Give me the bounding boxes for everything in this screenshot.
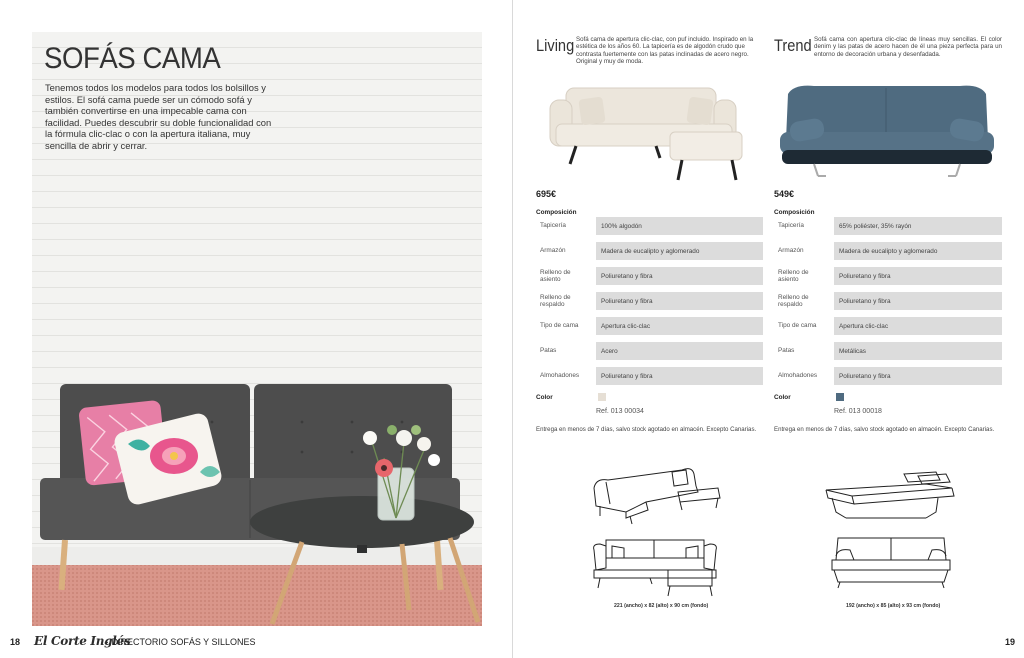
trend-bed-drawing (818, 466, 958, 526)
brand-logo: El Corte Inglés (34, 634, 131, 648)
footer-directory-label: · DIRECTORIO SOFÁS Y SILLONES (106, 637, 256, 647)
spec-value: Madera de eucalipto y aglomerado (596, 242, 763, 260)
living-sofa-image (536, 80, 746, 184)
page-number-left: 18 (10, 637, 21, 647)
color-swatch (598, 393, 606, 401)
model-description: Sofá cama de apertura clic-clac, con puf incluido. Inspirado en la estética de los años 60. La tapicería es de algodón crudo que contrasta fuertemente con las patas inclinadas de acero negro. Original y muy de moda. (576, 36, 754, 66)
product-ref: Ref. 013 00034 (596, 408, 644, 415)
page-spine (512, 0, 513, 658)
spec-value: Acero (596, 342, 763, 360)
spec-value: Apertura clic-clac (596, 317, 763, 335)
spec-label: Tipo de cama (778, 322, 817, 330)
spec-label: Relleno de respaldo (778, 293, 809, 308)
spec-value: Poliuretano y fibra (834, 292, 1002, 310)
coffee-table-top (250, 496, 474, 548)
model-name: Trend (774, 36, 812, 55)
spec-value: Apertura clic-clac (834, 317, 1002, 335)
spec-row (774, 292, 1004, 317)
spec-label: Relleno de respaldo (540, 293, 571, 308)
spec-value: 100% algodón (596, 217, 763, 235)
living-room-photo (32, 32, 482, 626)
price: 695€ (536, 189, 557, 199)
color-label: Color (536, 394, 553, 401)
spec-row (774, 242, 1004, 267)
model-name: Living (536, 36, 575, 55)
spec-label: Almohadones (778, 372, 818, 380)
living-open-drawing (586, 462, 726, 530)
spec-row (536, 217, 766, 242)
spec-value: Poliuretano y fibra (834, 267, 1002, 285)
spec-value: Poliuretano y fibra (596, 292, 763, 310)
spec-value: Poliuretano y fibra (596, 267, 763, 285)
spec-row (536, 292, 766, 317)
composition-label: Composición (774, 209, 815, 216)
spec-row (774, 342, 1004, 367)
intro-paragraph: Tenemos todos los modelos para todos los bolsillos y estilos. El sofá cama puede ser un cómodo sofá y también convertirse en una impecable cama con facilidad. Puedes descubrir su doble funcionalidad con la fórmula clic-clac o con la apertura italiana, muy sencilla de abrir y cerrar. (45, 82, 272, 151)
model-description: Sofá cama con apertura clic-clac de líneas muy sencillas. El color denim y las patas de acero hacen de él una pieza perfecta para un entorno de decoración urbana y desenfadada. (814, 36, 1002, 58)
living-front-drawing (590, 536, 720, 598)
spec-label: Tapicería (540, 222, 566, 230)
spec-row (536, 242, 766, 267)
color-swatch (836, 393, 844, 401)
spec-value: Poliuretano y fibra (834, 367, 1002, 385)
spec-label: Relleno de asiento (778, 268, 809, 283)
spec-row (536, 317, 766, 342)
spec-row (774, 367, 1004, 392)
delivery-note: Entrega en menos de 7 días, salvo stock agotado en almacén. Excepto Canarias. (774, 426, 995, 433)
product-ref: Ref. 013 00018 (834, 408, 882, 415)
delivery-note: Entrega en menos de 7 días, salvo stock agotado en almacén. Excepto Canarias. (536, 426, 757, 433)
color-label: Color (774, 394, 791, 401)
spec-row (774, 267, 1004, 292)
spec-value: 65% poliéster, 35% rayón (834, 217, 1002, 235)
composition-label: Composición (536, 209, 577, 216)
spec-table (536, 217, 766, 392)
spec-label: Patas (540, 347, 557, 355)
spec-label: Tipo de cama (540, 322, 579, 330)
spec-row (536, 267, 766, 292)
spec-row (536, 342, 766, 367)
trend-dimensions: 192 (ancho) x 85 (alto) x 93 cm (fondo) (846, 603, 941, 609)
sofa-back-right (254, 384, 452, 484)
spec-label: Relleno de asiento (540, 268, 571, 283)
spec-value: Madera de eucalipto y aglomerado (834, 242, 1002, 260)
price: 549€ (774, 189, 795, 199)
trend-sofa-image (774, 80, 1000, 184)
spec-row (774, 217, 1004, 242)
spec-label: Tapicería (778, 222, 804, 230)
spec-value: Poliuretano y fibra (596, 367, 763, 385)
spec-label: Armazón (540, 247, 566, 255)
living-dimensions: 221 (ancho) x 82 (alto) x 90 cm (fondo) (614, 603, 709, 609)
spec-table (774, 217, 1004, 392)
left-footer (0, 634, 512, 654)
spec-row (536, 367, 766, 392)
spec-label: Patas (778, 347, 795, 355)
spec-label: Almohadones (540, 372, 580, 380)
spec-value: Metálicas (834, 342, 1002, 360)
page-number-right: 19 (1005, 637, 1016, 647)
spec-label: Armazón (778, 247, 804, 255)
spec-row (774, 317, 1004, 342)
page-title: SOFÁS CAMA (44, 42, 221, 75)
sofa-scene-illustration (32, 332, 482, 626)
trend-front-drawing (828, 534, 954, 590)
